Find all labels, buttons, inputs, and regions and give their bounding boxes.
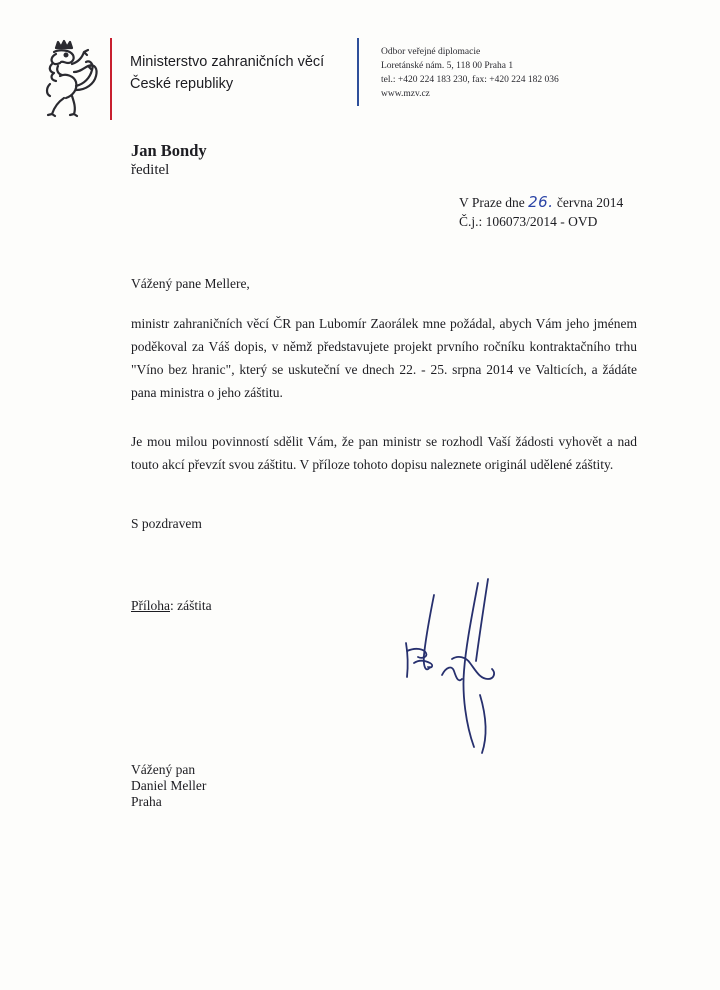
blue-divider (357, 38, 359, 106)
red-divider (110, 38, 112, 120)
sender-name: Jan Bondy (131, 141, 207, 160)
reference-number: Č.j.: 106073/2014 - OVD (459, 214, 598, 229)
attachment-label: Příloha (131, 598, 170, 613)
department-phone: tel.: +420 224 183 230, fax: +420 224 182 036 (381, 75, 559, 85)
ministry-name: Ministerstvo zahraničních věcí (130, 54, 325, 70)
closing: S pozdravem (131, 516, 202, 531)
paragraph-2: Je mou milou povinností sdělit Vám, že pan ministr se rozhodl Vaší žádosti vyhovět a nad touto akcí převzít svou záštitu. V příloze tohoto dopisu naleznete originál udělené záštity. (131, 434, 637, 472)
signature-icon (396, 575, 516, 760)
recipient-greeting: Vážený pan (131, 762, 196, 777)
recipient-address (131, 762, 206, 810)
department-address: Loretánské nám. 5, 118 00 Praha 1 (381, 61, 514, 71)
recipient-city: Praha (131, 794, 162, 809)
salutation: Vážený pane Mellere, (131, 276, 250, 291)
lion-emblem-icon (36, 38, 100, 118)
dateline (459, 193, 623, 231)
paragraph-1: ministr zahraničních věcí ČR pan Lubomír Zaorálek mne požádal, abych Vám jeho jménem poděkoval za Váš dopis, v němž představujete projekt prvního ročníku kontraktačního trhu "Víno bez hranic", který se uskuteční ve dnech 22. - 25. srpna 2014 ve Valticích, a žádáte pana ministra o jeho záštitu. (131, 316, 637, 400)
date-place: V Praze dne (459, 195, 525, 210)
date-day-handwritten: 26. (528, 193, 554, 211)
department-name: Odbor veřejné diplomacie (381, 47, 481, 57)
date-line (459, 193, 623, 212)
department-web: www.mzv.cz (381, 89, 430, 99)
recipient-name: Daniel Meller (131, 778, 207, 793)
date-month-year: června 2014 (556, 195, 624, 210)
attachment-value: : záštita (170, 598, 212, 613)
ministry-country: České republiky (130, 76, 234, 92)
attachment (131, 598, 212, 614)
sender-title: ředitel (131, 162, 170, 178)
